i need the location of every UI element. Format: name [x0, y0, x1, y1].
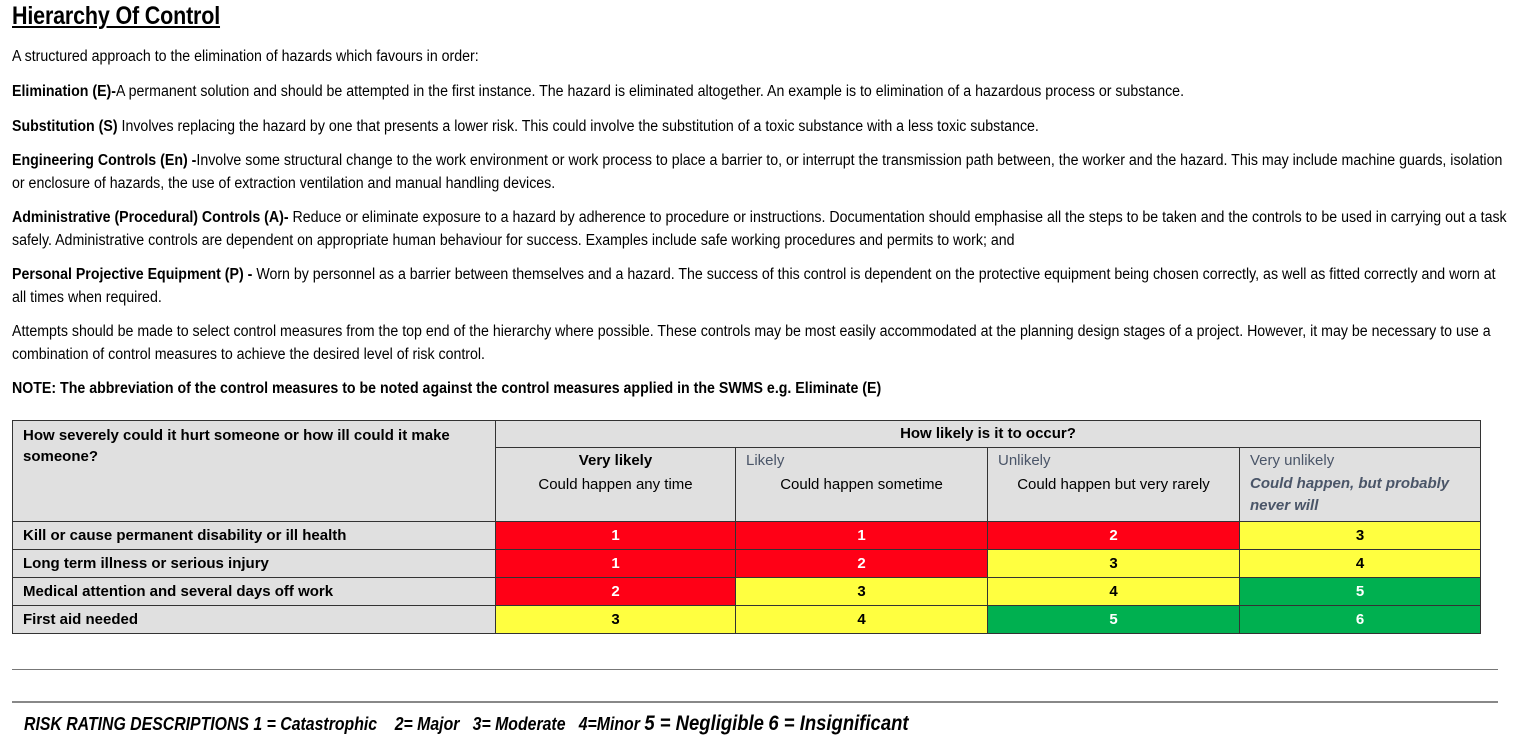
control-elimination: [12, 80, 1513, 103]
rating-1: 1 = Catastrophic: [253, 714, 378, 734]
risk-cell: 4: [736, 606, 988, 634]
control-term: Elimination (E)-: [12, 83, 117, 100]
column-desc: Could happen, but probably never will: [1250, 475, 1450, 514]
risk-cell: 2: [496, 578, 736, 606]
rating-3: 3= Moderate: [472, 714, 566, 734]
risk-cell: 6: [1240, 606, 1481, 634]
divider-line: [12, 701, 1498, 703]
rating-5: 5 = Negligible: [644, 712, 764, 735]
note-paragraph: NOTE: The abbreviation of the control measures to be noted against the control measures applied in the SWMS e.g. Eliminate (E): [12, 380, 882, 397]
control-text: Involve some structural change to the work environment or work process to place a barrier to, or interrupt the transmission path between, the worker and the hazard. This may include machine guards, isolation or enclosure of hazards, the use of extraction ventilation and manual handling devices.: [12, 152, 1503, 192]
column-header-very-likely: [496, 448, 736, 522]
column-header-likely: [736, 448, 988, 522]
control-text: Worn by personnel as a barrier between themselves and a hazard. The success of this control is dependent on the protective equipment being chosen correctly, as well as fitted correctly and worn at all times when required.: [12, 266, 1496, 306]
risk-cell: 1: [736, 522, 988, 550]
table-row: [13, 606, 1481, 634]
risk-rating-descriptions: [24, 712, 909, 736]
risk-cell: 3: [736, 578, 988, 606]
risk-cell: 1: [496, 522, 736, 550]
attempts-paragraph: Attempts should be made to select control measures from the top end of the hierarchy where possible. These controls may be most easily accommodated at the planning design stages of a project. However, it may be necessary to use a combination of control measures to achieve the desired level of risk control.: [12, 323, 1491, 363]
page-title: Hierarchy Of Control: [12, 2, 221, 30]
column-desc: Could happen but very rarely: [1017, 476, 1210, 493]
row-label: First aid needed: [13, 606, 496, 634]
control-term: Substitution (S): [12, 118, 118, 135]
risk-cell: 1: [496, 550, 736, 578]
risk-matrix-table: [12, 420, 1481, 634]
intro-paragraph: A structured approach to the elimination of hazards which favours in order:: [12, 48, 479, 65]
column-label: Very likely: [578, 452, 653, 469]
control-term: Administrative (Procedural) Controls (A)-: [12, 209, 289, 226]
control-text: Reduce or eliminate exposure to a hazard by adherence to procedure or instructions. Documentation should emphasise all the steps to be taken and the controls to be used in carrying out a task safely. Administrative controls are dependent on appropriate human behaviour for success. Examples include safe working procedures and permits to work; and: [12, 209, 1507, 249]
likelihood-header: How likely is it to occur?: [496, 421, 1481, 448]
control-administrative: [12, 206, 1513, 252]
ratings-prefix: RISK RATING DESCRIPTIONS: [24, 714, 250, 734]
severity-header: How severely could it hurt someone or how ill could it make someone?: [13, 421, 496, 522]
risk-cell: 3: [496, 606, 736, 634]
control-engineering: [12, 149, 1513, 195]
risk-cell: 2: [988, 522, 1240, 550]
risk-cell: 4: [988, 578, 1240, 606]
row-label: Kill or cause permanent disability or ill health: [13, 522, 496, 550]
row-label: Medical attention and several days off work: [13, 578, 496, 606]
control-text: Involves replacing the hazard by one that presents a lower risk. This could involve the substitution of a toxic substance with a less toxic substance.: [117, 118, 1039, 135]
column-label: Unlikely: [998, 452, 1051, 469]
row-label: Long term illness or serious injury: [13, 550, 496, 578]
column-label: Very unlikely: [1250, 452, 1335, 469]
column-header-unlikely: [988, 448, 1240, 522]
risk-cell: 3: [988, 550, 1240, 578]
column-header-very-unlikely: [1240, 448, 1481, 522]
risk-cell: 4: [1240, 550, 1481, 578]
rating-2: 2= Major: [394, 714, 460, 734]
column-label: Likely: [746, 452, 785, 469]
risk-cell: 3: [1240, 522, 1481, 550]
table-row: [13, 578, 1481, 606]
divider-line: [12, 669, 1498, 670]
rating-4: 4=Minor: [578, 714, 640, 734]
rating-6: 6 = Insignificant: [768, 712, 909, 735]
control-substitution: [12, 115, 1513, 138]
risk-cell: 2: [736, 550, 988, 578]
column-desc: Could happen sometime: [780, 476, 943, 493]
control-ppe: [12, 263, 1513, 309]
control-term: Personal Projective Equipment (P) -: [12, 266, 253, 283]
risk-cell: 5: [988, 606, 1240, 634]
control-text: A permanent solution and should be attempted in the first instance. The hazard is eliminated altogether. An example is to elimination of a hazardous process or substance.: [116, 83, 1185, 100]
column-desc: Could happen any time: [538, 476, 693, 493]
control-term: Engineering Controls (En) -: [12, 152, 197, 169]
table-row: [13, 522, 1481, 550]
table-row: [13, 550, 1481, 578]
risk-cell: 5: [1240, 578, 1481, 606]
